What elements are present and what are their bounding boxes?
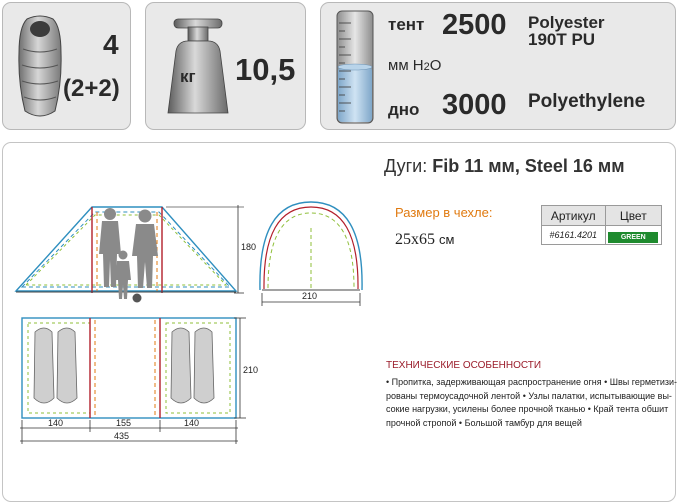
pressure-unit: [388, 57, 441, 74]
pressure-unit-subscript: 2: [423, 61, 430, 73]
floor-value: 3000: [442, 89, 507, 121]
article-table-row: [542, 226, 662, 245]
weight-value: 10,5: [235, 52, 296, 87]
poles-value: Fib 11 мм, Steel 16 мм: [432, 156, 625, 176]
segment-right-label: 140: [184, 418, 200, 428]
side-height-label: 180: [241, 242, 257, 252]
features-line: рованы термоусадочной лентой • Узлы палатки, испытывающие вы-: [386, 390, 672, 401]
packed-size-value: 25x65: [395, 231, 435, 248]
front-width-label: 210: [302, 291, 318, 301]
packed-size-label: Размер в чехле:: [395, 205, 493, 220]
capacity-card: [2, 2, 131, 130]
height-dimension: [166, 205, 256, 293]
packed-size: [395, 231, 454, 249]
article-table: [541, 205, 662, 245]
color-swatch: GREEN: [608, 232, 658, 243]
tent-material-line2: 190T PU: [528, 30, 596, 49]
weight-card: [145, 2, 306, 130]
water-resistance-card: [320, 2, 676, 130]
color-header: Цвет: [605, 206, 661, 226]
article-table-header: [542, 206, 662, 226]
features-line: прочной стропой • Большой тамбур для вещей: [386, 417, 582, 428]
color-cell: [605, 226, 661, 245]
segment-middle-label: 155: [116, 418, 132, 428]
article-header: Артикул: [542, 206, 606, 226]
tent-diagrams: [0, 140, 380, 450]
features-line: • Пропитка, задерживающая распространение огня • Швы герметизи-: [386, 377, 678, 387]
total-length-label: 435: [114, 431, 130, 441]
segment-left-label: 140: [48, 418, 64, 428]
sleeping-pads: [34, 328, 214, 403]
capacity-split: (2+2): [63, 75, 120, 102]
tent-value: 2500: [442, 9, 507, 41]
floor-label: дно: [388, 100, 420, 119]
capacity-value: 4: [103, 29, 119, 60]
features-line: сокие нагрузки, усилены более прочной тканью • Край тента обшит: [386, 404, 669, 414]
poles-label: Дуги:: [384, 156, 433, 176]
pressure-unit-prefix: мм H: [388, 57, 424, 74]
features-text: [386, 376, 677, 430]
tent-material-line1: Polyester: [528, 13, 605, 32]
poles-spec: [384, 156, 625, 177]
article-number: #6161.4201: [542, 226, 606, 245]
weight-unit: кг: [180, 67, 196, 86]
pressure-unit-suffix: O: [429, 57, 442, 74]
sleeping-bag-icon: [15, 13, 65, 123]
tent-front-view: [260, 202, 362, 306]
measuring-cylinder-icon: [333, 9, 377, 127]
weight-icon: [166, 17, 230, 117]
floor-material: Polyethylene: [528, 91, 646, 112]
tent-floor-plan: [20, 318, 258, 444]
features-title: ТЕХНИЧЕСКИЕ ОСОБЕННОСТИ: [386, 360, 542, 371]
people-silhouettes: [99, 208, 158, 303]
plan-depth-label: 210: [243, 365, 259, 375]
tent-label: тент: [388, 15, 425, 34]
packed-size-unit: см: [439, 232, 455, 247]
